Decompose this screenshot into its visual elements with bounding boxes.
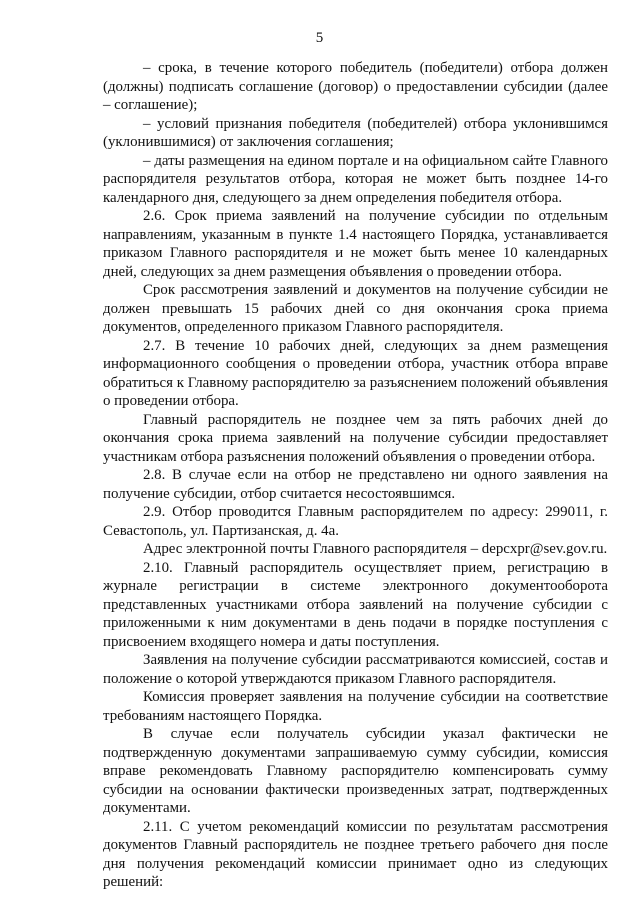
- paragraph-unconfirmed-amount: В случае если получатель субсидии указал фактически не подтвержденную документами запрашиваемую сумму субсидии, комиссия вправе рекомендовать Главному распорядителю компенсировать сумму субсидии на основании фактически произведенных затрат, подтвержденных документами.: [103, 726, 608, 816]
- paragraph-commission: Заявления на получение субсидии рассматриваются комиссией, состав и положение о которой утверждаются приказом Главного распорядителя.: [103, 652, 608, 687]
- paragraph-2-6: 2.6. Срок приема заявлений на получение субсидии по отдельным направлениям, указанным в пункте 1.4 настоящего Порядка, устанавливается приказом Главного распорядителя и не может быть менее 10 календарных дней, следующих за днем размещения объявления о проведении отбора.: [103, 208, 608, 280]
- document-body: [103, 59, 608, 892]
- paragraph-2-7: 2.7. В течение 10 рабочих дней, следующих за днем размещения информационного сообщения о проведении отбора, участник отбора вправе обратиться к Главному распорядителю за разъяснением положений объявления о проведении отбора.: [103, 337, 608, 409]
- paragraph-results-publication: – даты размещения на едином портале и на официальном сайте Главного распорядителя результатов отбора, которая не может быть позднее 14-го календарного дня, следующего за днем определения победителя отбора.: [103, 152, 608, 206]
- paragraph-email: Адрес электронной почты Главного распорядителя – depcxpr@sev.gov.ru.: [143, 541, 608, 557]
- paragraph-2-8: 2.8. В случае если на отбор не представлено ни одного заявления на получение субсидии, отбор считается несостоявшимся.: [103, 467, 608, 502]
- paragraph-2-10: 2.10. Главный распорядитель осуществляет прием, регистрацию в журнале регистрации в системе электронного документооборота представленных участниками отбора заявлений на получение субсидии с приложенными к ним документами в день подачи в порядке поступления с присвоением входящего номера и даты поступления.: [103, 559, 608, 650]
- paragraph-deadline-sign: – срока, в течение которого победитель (победители) отбора должен (должны) подписать соглашение (договор) о предоставлении субсидии (далее – соглашение);: [103, 60, 608, 113]
- paragraph-2-11: 2.11. С учетом рекомендаций комиссии по результатам рассмотрения документов Главный распорядитель не позднее третьего рабочего дня после дня получения рекомендаций комиссии принимает одно из следующих решений:: [103, 818, 608, 890]
- paragraph-clarifications: Главный распорядитель не позднее чем за пять рабочих дней до окончания срока приема заявлений на получение субсидии предоставляет участникам отбора разъяснения положений объявления о проведении отбора.: [103, 411, 608, 465]
- paragraph-2-9: 2.9. Отбор проводится Главным распорядителем по адресу: 299011, г. Севастополь, ул. Партизанская, д. 4а.: [103, 504, 608, 539]
- paragraph-commission-check: Комиссия проверяет заявления на получение субсидии на соответствие требованиям настоящего Порядка.: [103, 689, 608, 724]
- page-number: 5: [315, 30, 324, 46]
- paragraph-evasion-conditions: – условий признания победителя (победителей) отбора уклонившимся (уклонившимися) от заключения соглашения;: [103, 115, 608, 150]
- paragraph-review-period: Срок рассмотрения заявлений и документов на получение субсидии не должен превышать 15 рабочих дней со дня окончания срока приема документов, определенного приказом Главного распорядителя.: [103, 282, 608, 335]
